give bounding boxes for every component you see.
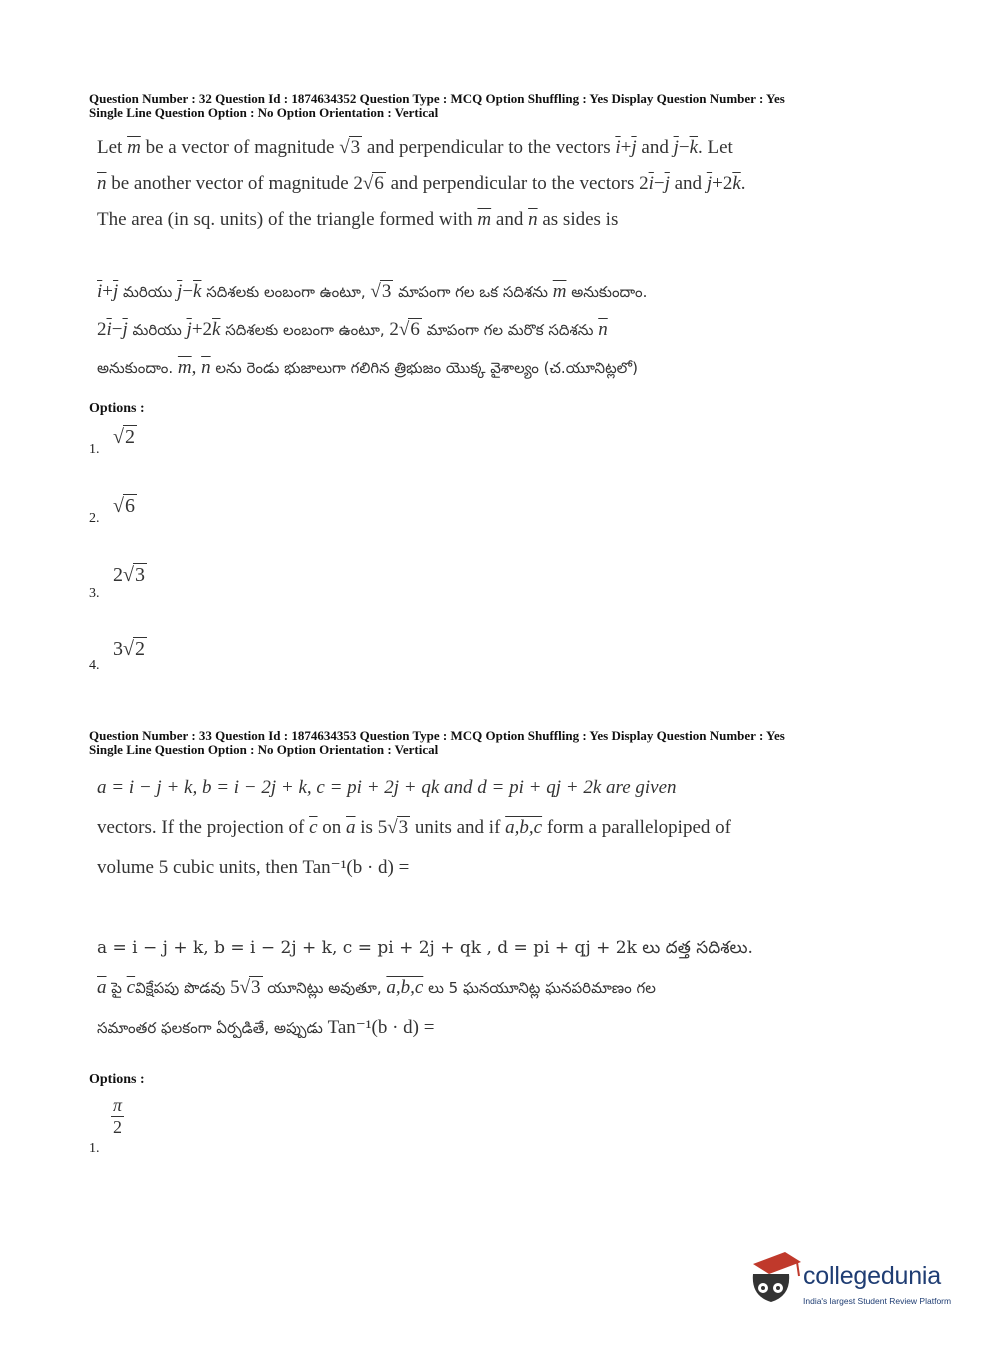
q33-english-text [97, 768, 897, 888]
option-value: 2√3 [113, 564, 145, 586]
q32-option-1[interactable] [89, 418, 289, 458]
option-value: 3√2 [113, 638, 145, 660]
q33-meta-line2: Single Line Question Option : No Option Orientation : Vertical [89, 742, 439, 757]
q33-te-line2: $\overline{a}$ పై $\overline{c}విక్షేపపు$ పొడవు 5√3 యూనిట్లు అవుతూ, a,b,c లు 5 ఘనయూనిట్ల ఘనపరిమాణం గల [97, 977, 656, 998]
option-number: 2. [89, 511, 100, 526]
q33-en-line2: vectors. If the projection of $\overline{c}$ on $\overline{a}$ is 5√3 units and if a,b,c form a parallelopiped of [97, 817, 731, 838]
q33-option-1[interactable] [89, 1095, 289, 1157]
q33-te-line3: సమాంతర ఫలకంగా ఏర్పడితే, అప్పుడు Tan⁻¹(b · d) = [97, 1017, 435, 1038]
q32-te-line3: అనుకుందాం. $\overline{m}$, $\overline{n}$ లను రెండు భుజాలుగా గలిగిన త్రిభుజం యొక్క వైశాల్యం (చ.యూనిట్లలో) [97, 357, 638, 378]
q32-te-line1: $\overline{i}+\overline{j}$ మరియు $\overline{j}-\overline{k}$ సదిశలకు లంబంగా ఉంటూ, √3 మాపంగా గల ఒక సదిశను $\overline{m}$ అనుకుందాం. [97, 281, 648, 302]
option-number: 1. [89, 442, 100, 457]
collegedunia-logo [745, 1250, 970, 1310]
q32-meta-line2: Single Line Question Option : No Option Orientation : Vertical [89, 105, 439, 120]
fraction-numerator: π [113, 1095, 123, 1115]
q32-te-line2: $2\overline{i}-\overline{j}$ మరియు $\overline{j}+2\overline{k}$ సదిశలకు లంబంగా ఉంటూ, 2√6 మాపంగా గల మరొక సదిశను $\overline{n}$ [97, 319, 608, 340]
q32-telugu-text [97, 273, 897, 387]
option-number: 4. [89, 658, 100, 673]
logo-tagline: India's largest Student Review Platform [803, 1296, 952, 1306]
q32-options-label: Options : [89, 401, 145, 416]
q33-meta-line1: Question Number : 33 Question Id : 1874634353 Question Type : MCQ Option Shuffling : Yes Display Question Number : Yes [89, 728, 785, 743]
option-value: √6 [113, 495, 135, 517]
logo-wordmark: collegedunia [803, 1262, 941, 1290]
q32-metadata [89, 92, 909, 120]
q33-options-label: Options : [89, 1072, 145, 1087]
option-value: √2 [113, 426, 135, 448]
q32-meta-line1: Question Number : 32 Question Id : 1874634352 Question Type : MCQ Option Shuffling : Yes Display Question Number : Yes [89, 91, 785, 106]
q32-option-3[interactable] [89, 562, 289, 602]
q33-en-line3: volume 5 cubic units, then Tan⁻¹(b · d) = [97, 857, 410, 878]
q32-en-line1: Let $\overline{m}$ be a vector of magnitude √3 and perpendicular to the vectors $\overline{i}+\overline{j}$ and $\overline{j}-\overline{k}$. Let [97, 137, 733, 158]
q33-te-line1: a = i − j + k, b = i − 2j + k, c = pi + 2j + qk , d = pi + qj + 2k లు దత్త సదిశలు. [97, 938, 753, 958]
q32-option-4[interactable] [89, 634, 289, 674]
option-value-fraction [111, 1095, 124, 1138]
q32-en-line2: $\overline{n}$ be another vector of magnitude 2√6 and perpendicular to the vectors $2\overline{i}-\overline{j}$ and $\overline{j}+2\overline{k}$. [97, 173, 746, 194]
q32-en-line3: The area (in sq. units) of the triangle formed with $\overline{m}$ and $\overline{n}$ as sides is [97, 209, 619, 230]
q33-en-line1: a = i − j + k, b = i − 2j + k, c = pi + 2j + qk and d = pi + qj + 2k are given [97, 777, 677, 798]
mascot-icon [745, 1250, 803, 1310]
q32-option-2[interactable] [89, 487, 289, 527]
fraction-denominator: 2 [113, 1117, 123, 1137]
q32-english-text [97, 130, 897, 238]
q33-metadata [89, 729, 909, 757]
option-number: 3. [89, 586, 100, 601]
q33-telugu-text [97, 928, 897, 1048]
option-number: 1. [89, 1141, 100, 1156]
